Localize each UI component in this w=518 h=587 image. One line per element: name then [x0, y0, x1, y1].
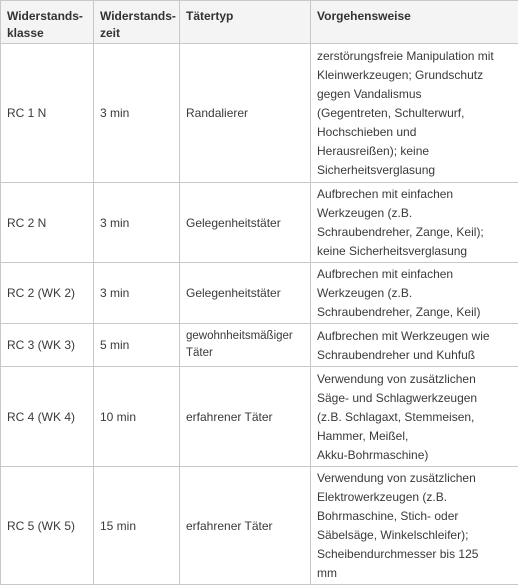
- header-row: [1, 1, 518, 44]
- header-class-line1: Widerstands-: [7, 9, 83, 23]
- method-line: Sicherheitsverglasung: [317, 163, 436, 177]
- cell-time: 5 min: [94, 324, 180, 367]
- cell-class: RC 2 (WK 2): [1, 263, 94, 324]
- method-line: Schraubendreher, Zange, Keil);: [317, 225, 484, 239]
- method-line: Säge- und Schlagwerkzeugen: [317, 390, 478, 405]
- cell-method: [311, 467, 518, 585]
- method-line: Schraubendreher, Zange, Keil): [317, 305, 481, 319]
- cell-method: [311, 367, 518, 467]
- method-line: Akku-Bohrmaschine): [317, 447, 429, 462]
- method-line: gegen Vandalismus: [317, 87, 422, 101]
- header-resistance-time: [94, 1, 180, 44]
- header-time-line2: zeit: [100, 26, 121, 40]
- cell-type: Randalierer: [180, 44, 311, 183]
- type-line: gewohnheitsmäßiger: [186, 330, 293, 342]
- header-offender-type: Tätertyp: [180, 1, 311, 44]
- method-line: Aufbrechen mit einfachen: [317, 187, 454, 201]
- method-line: Bohrmaschine, Stich- oder: [317, 509, 459, 523]
- cell-time: 3 min: [94, 44, 180, 183]
- type-line: Täter: [186, 347, 213, 359]
- table-row: [1, 324, 518, 367]
- method-line: Werkzeugen (z.B.: [317, 286, 413, 300]
- cell-method: [311, 183, 518, 263]
- cell-method: [311, 324, 518, 367]
- cell-method: [311, 44, 518, 183]
- method-line: Aufbrechen mit Werkzeugen wie: [317, 328, 490, 343]
- cell-method: [311, 263, 518, 324]
- cell-type: erfahrener Täter: [180, 367, 311, 467]
- cell-time: 15 min: [94, 467, 180, 585]
- table-row: [1, 44, 518, 183]
- cell-time: 10 min: [94, 367, 180, 467]
- cell-type: Gelegenheitstäter: [180, 183, 311, 263]
- method-line: Säbelsäge, Winkelschleifer);: [317, 528, 469, 542]
- cell-time: 3 min: [94, 263, 180, 324]
- method-line: Scheibendurchmesser bis 125: [317, 547, 479, 561]
- method-line: Schraubendreher und Kuhfuß: [317, 347, 476, 362]
- table-row: [1, 263, 518, 324]
- method-line: Aufbrechen mit einfachen: [317, 267, 454, 281]
- header-resistance-class: [1, 1, 94, 44]
- method-line: (z.B. Schlagaxt, Stemmeisen,: [317, 409, 475, 424]
- cell-class: RC 4 (WK 4): [1, 367, 94, 467]
- method-line: Werkzeugen (z.B.: [317, 206, 413, 220]
- cell-class: RC 2 N: [1, 183, 94, 263]
- table-row: [1, 467, 518, 585]
- cell-type: Gelegenheitstäter: [180, 263, 311, 324]
- method-line: Verwendung von zusätzlichen: [317, 371, 476, 386]
- header-time-line1: Widerstands-: [100, 9, 176, 23]
- cell-class: RC 3 (WK 3): [1, 324, 94, 367]
- method-line: Hochschieben und: [317, 125, 417, 139]
- header-class-line2: klasse: [7, 26, 44, 40]
- cell-class: RC 1 N: [1, 44, 94, 183]
- cell-type: erfahrener Täter: [180, 467, 311, 585]
- method-line: keine Sicherheitsverglasung: [317, 244, 468, 258]
- cell-class: RC 5 (WK 5): [1, 467, 94, 585]
- cell-time: 3 min: [94, 183, 180, 263]
- method-line: zerstörungsfreie Manipulation mit: [317, 49, 494, 63]
- header-method: Vorgehensweise: [311, 1, 518, 44]
- table-row: [1, 367, 518, 467]
- method-line: Elektrowerkzeugen (z.B.: [317, 490, 448, 504]
- method-line: Verwendung von zusätzlichen: [317, 471, 476, 485]
- method-line: mm: [317, 566, 337, 580]
- method-line: (Gegentreten, Schulterwurf,: [317, 106, 465, 120]
- cell-type: [180, 324, 311, 367]
- method-line: Kleinwerkzeugen; Grundschutz: [317, 68, 484, 82]
- method-line: Herausreißen); keine: [317, 144, 430, 158]
- method-line: Hammer, Meißel,: [317, 428, 409, 443]
- table-row: [1, 183, 518, 263]
